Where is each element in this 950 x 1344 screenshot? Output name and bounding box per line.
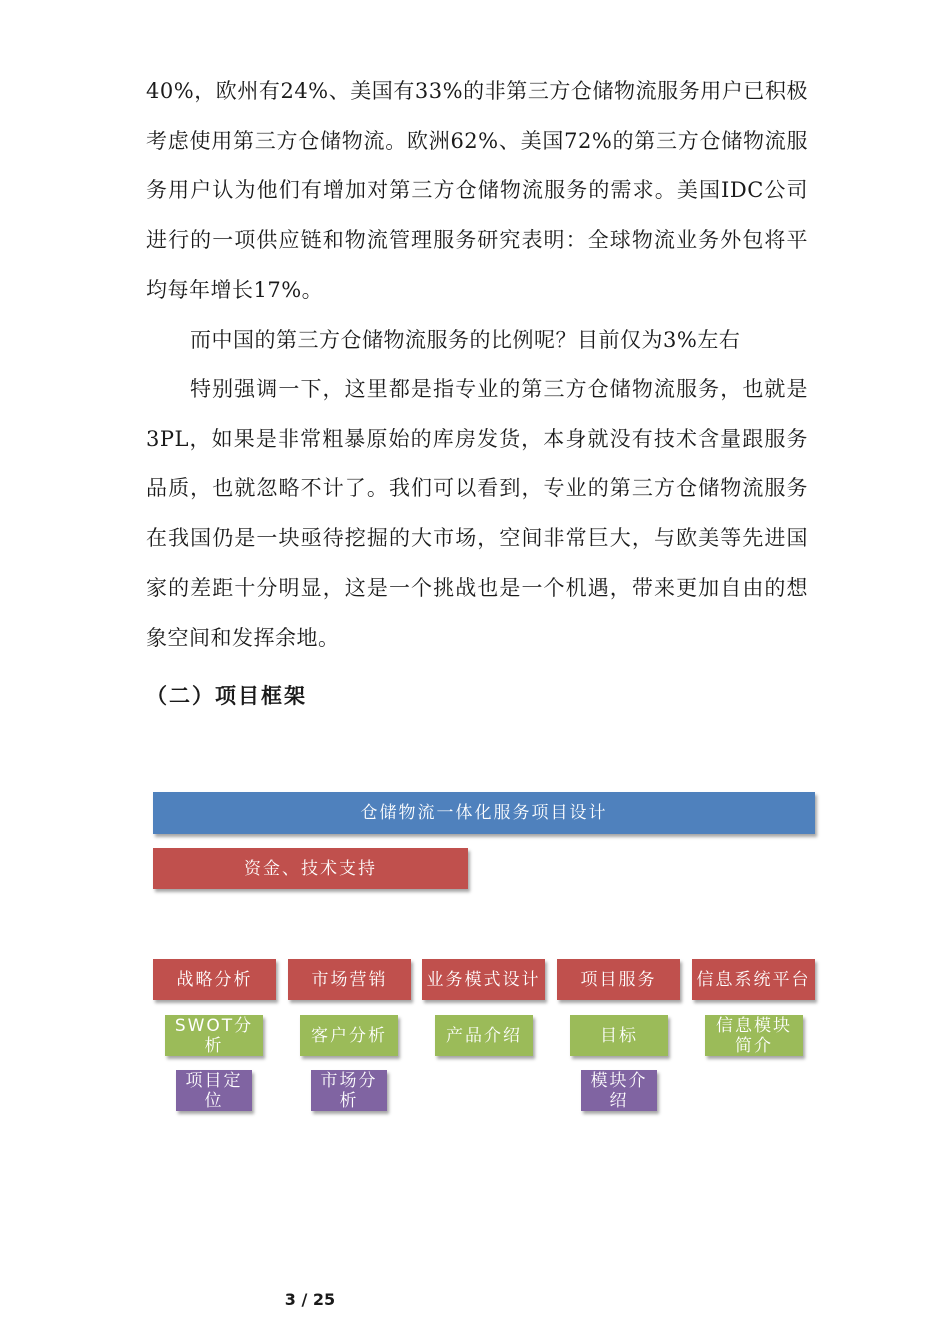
sub-info-module-brief: 信息模块简介 xyxy=(705,1015,803,1056)
detail-market-analysis: 市场分析 xyxy=(311,1070,387,1111)
diagram-support-bar: 资金、技术支持 xyxy=(153,848,468,889)
sub-goals: 目标 xyxy=(570,1015,668,1056)
category-info-system-platform: 信息系统平台 xyxy=(692,959,815,1000)
paragraph-china-ratio: 而中国的第三方仓储物流服务的比例呢？目前仅为3%左右 xyxy=(190,328,741,352)
category-marketing: 市场营销 xyxy=(288,959,411,1000)
detail-module-introduction: 模块介绍 xyxy=(581,1070,657,1111)
section-heading: （二）项目框架 xyxy=(146,684,307,708)
paragraph-3pl-emphasis: 特别强调一下，这里都是指专业的第三方仓储物流服务，也就是3PL，如果是非常粗暴原始的库房发货，本身就没有技术含量跟服务品质，也就忽略不计了。我们可以看到，专业的第三方仓储物流服务在我国仍是一块亟待挖掘的大市场，空间非常巨大，与欧美等先进国家的差距十分明显，这是一个挑战也是一个机遇，带来更加自由的想象空间和发挥余地。 xyxy=(146,377,808,650)
category-project-services: 项目服务 xyxy=(557,959,680,1000)
category-business-model-design: 业务模式设计 xyxy=(422,959,545,1000)
page-number: 3 / 25 xyxy=(284,1290,336,1309)
paragraph-statistics: 40%，欧州有24%、美国有33%的非第三方仓储物流服务用户已积极考虑使用第三方仓储物流。欧洲62%、美国72%的第三方仓储物流服务用户认为他们有增加对第三方仓储物流服务的需求。美国IDC公司进行的一项供应链和物流管理服务研究表明：全球物流业务外包将平均每年增长17%。 xyxy=(146,79,808,302)
category-strategy-analysis: 战略分析 xyxy=(153,959,276,1000)
diagram-title-bar: 仓储物流一体化服务项目设计 xyxy=(153,792,815,834)
sub-customer-analysis: 客户分析 xyxy=(300,1015,398,1056)
sub-swot-analysis: SWOT分析 xyxy=(165,1015,263,1056)
detail-project-positioning: 项目定位 xyxy=(176,1070,252,1111)
sub-product-introduction: 产品介绍 xyxy=(435,1015,533,1056)
